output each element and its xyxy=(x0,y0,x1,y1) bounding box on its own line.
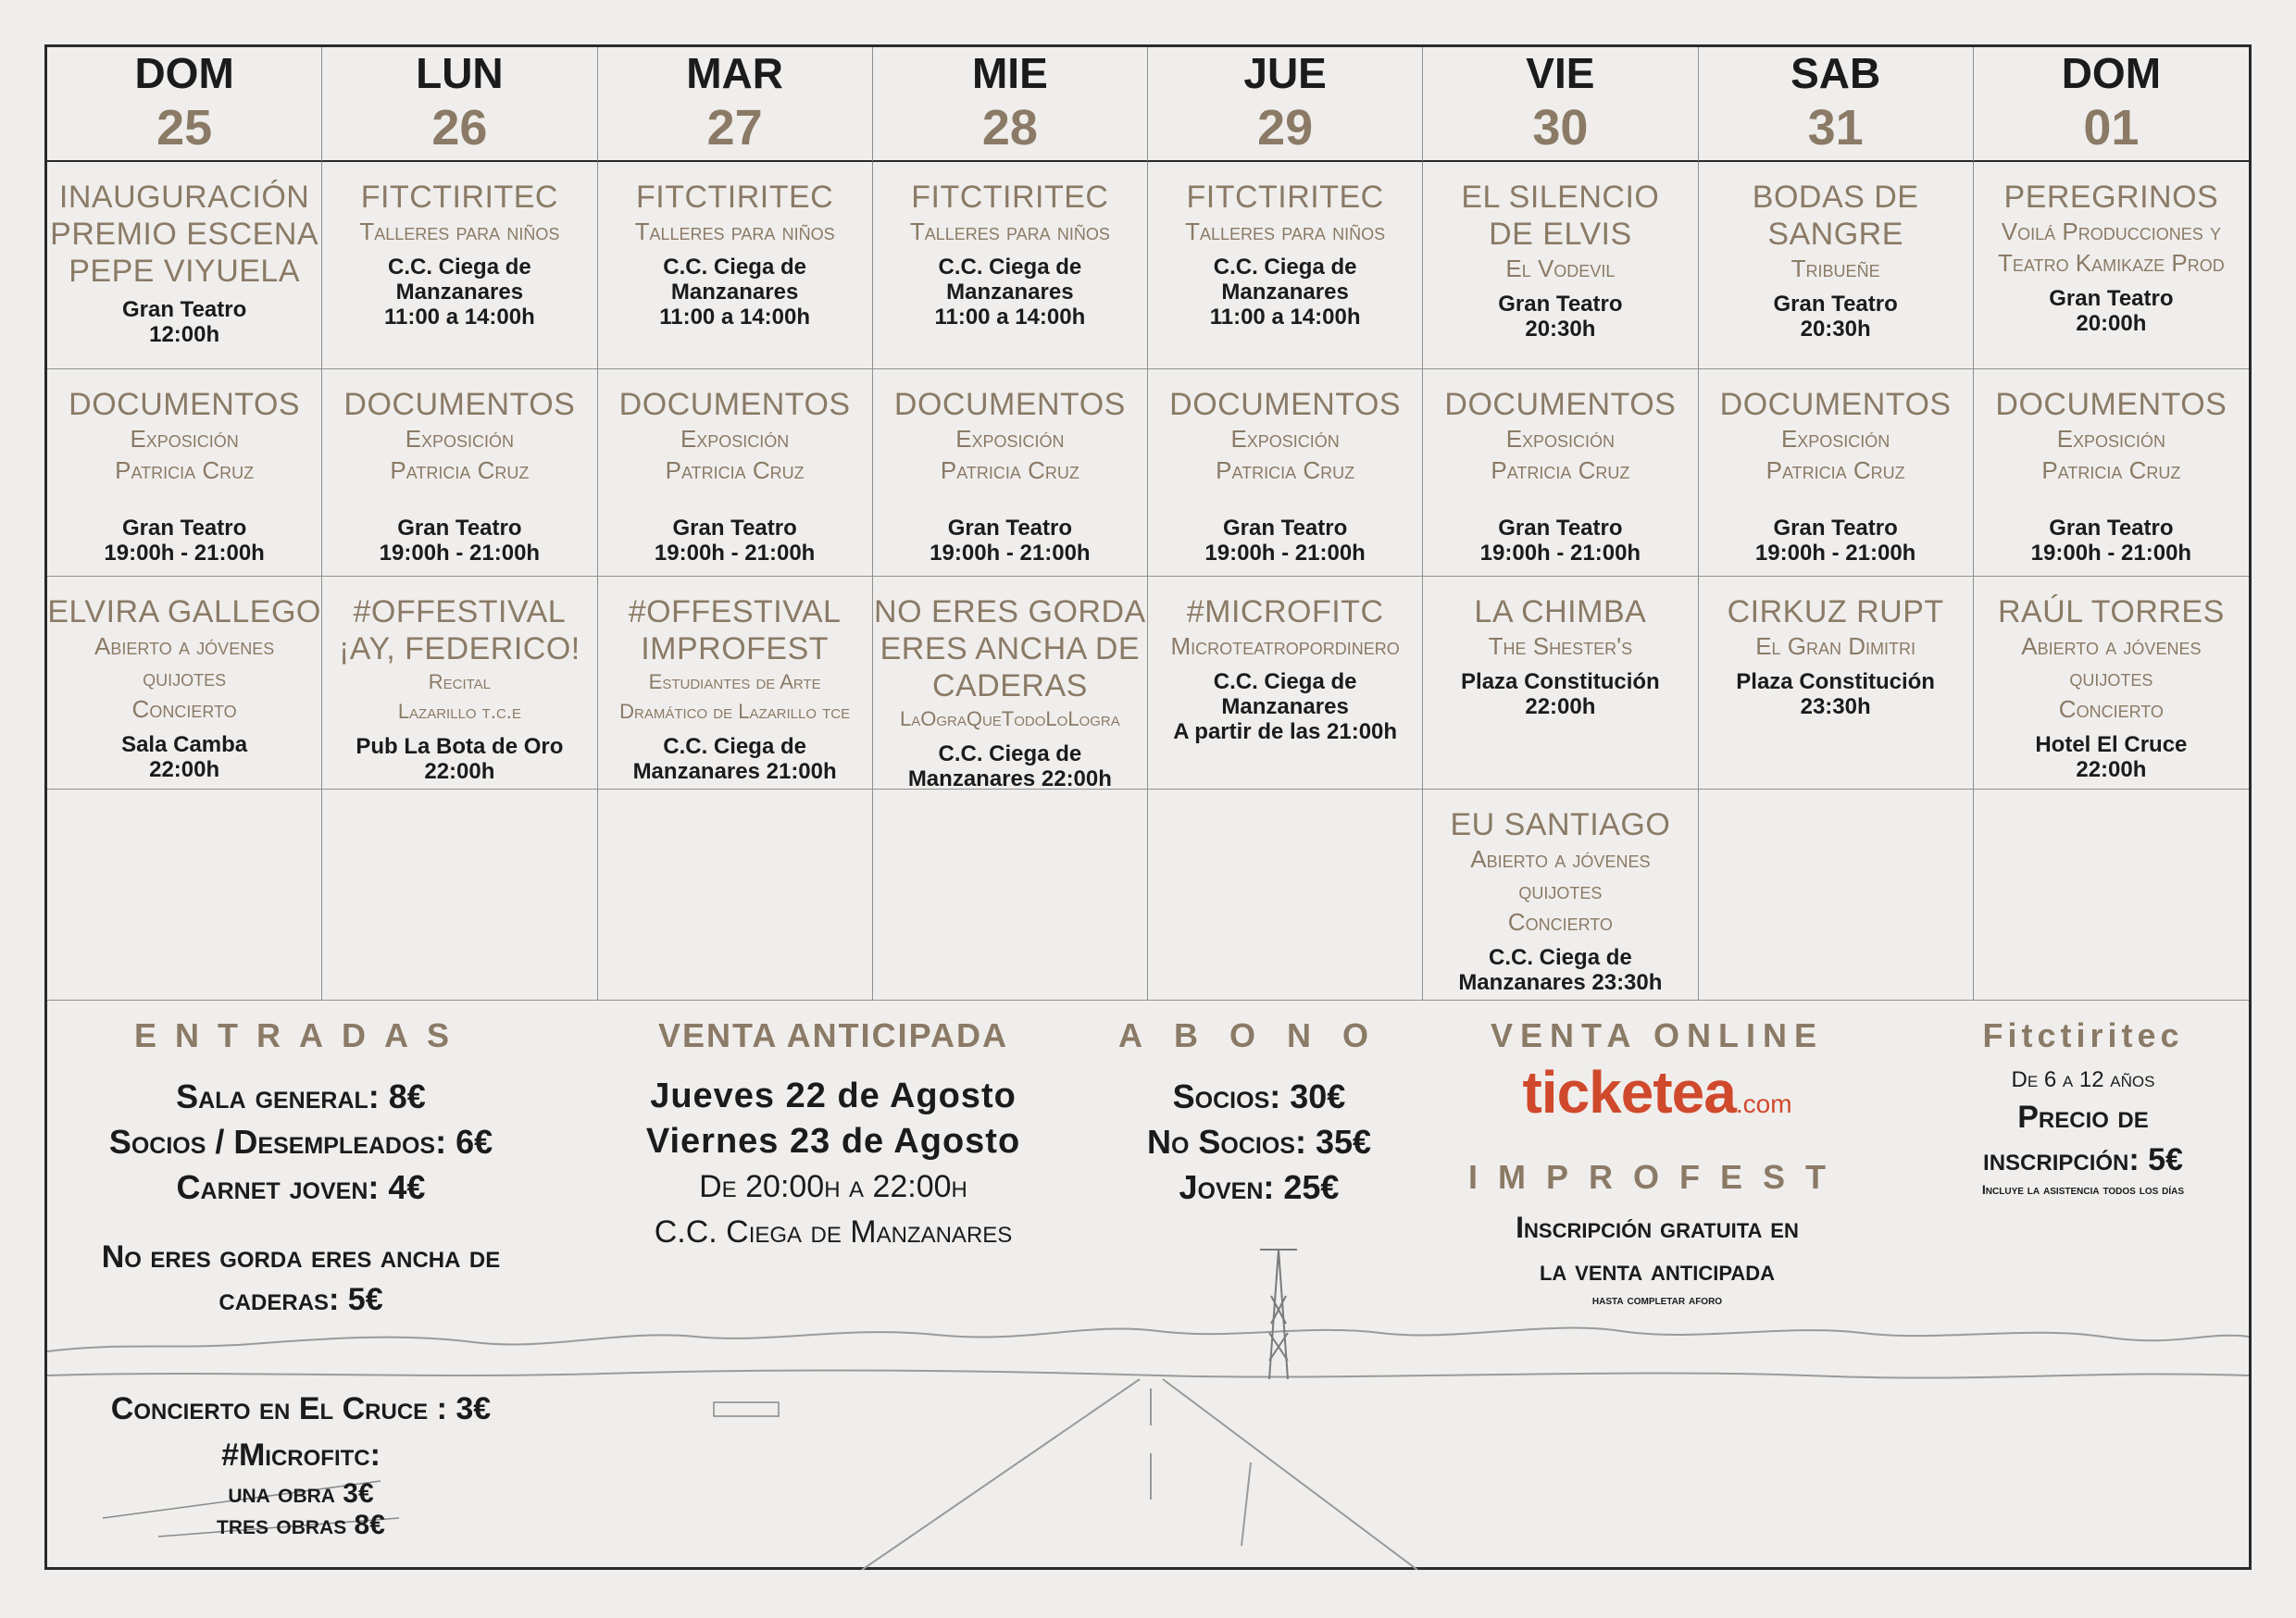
day-header xyxy=(1148,47,1423,162)
event-subtitle: Concierto xyxy=(2058,695,2164,723)
venta-anticipada-section xyxy=(639,1016,1028,1255)
event-venue: Gran Teatro 20:30h xyxy=(1498,292,1623,342)
price-line: Socios / Desempleados: 6€ xyxy=(108,1123,493,1161)
fitc-line: inscripción: 5€ xyxy=(1983,1142,2183,1177)
venta-line: Jueves 22 de Agosto xyxy=(650,1077,1017,1115)
event-subtitle: Exposición xyxy=(2056,425,2166,453)
event-title: ERES ANCHA DE xyxy=(880,631,1141,666)
event-subtitle: Estudiantes de Arte xyxy=(648,670,821,693)
event-title: LA CHIMBA xyxy=(1474,594,1647,629)
event-cell xyxy=(598,577,873,790)
event-cell xyxy=(1699,369,1974,577)
price-line: Concierto en El Cruce : 3€ xyxy=(110,1391,492,1426)
event-subtitle: quijotes xyxy=(143,664,227,691)
day-name: SAB xyxy=(1791,49,1881,97)
fitc-line: De 6 a 12 años xyxy=(2011,1067,2155,1092)
event-cell xyxy=(1423,577,1698,790)
event-subtitle: Patricia Cruz xyxy=(1766,456,1905,484)
event-title: RAÚL TORRES xyxy=(1997,594,2225,629)
empty-cell xyxy=(1699,790,1974,1001)
improfest-line: la venta anticipada xyxy=(1539,1253,1776,1287)
event-cell xyxy=(1148,577,1423,790)
improfest-heading: IMPROFEST xyxy=(1467,1158,1846,1196)
day-number: 28 xyxy=(981,100,1038,156)
event-title: FITCTIRITEC xyxy=(360,180,558,215)
event-subtitle: Abierto a jóvenes xyxy=(94,632,275,660)
event-venue: Hotel El Cruce 22:00h xyxy=(2035,732,2188,782)
event-title: DOCUMENTOS xyxy=(1169,387,1402,422)
event-subtitle: Patricia Cruz xyxy=(2041,456,2181,484)
event-title: DOCUMENTOS xyxy=(618,387,851,422)
event-cell xyxy=(598,162,873,369)
event-title: EL SILENCIO xyxy=(1461,180,1660,215)
event-title: DOCUMENTOS xyxy=(343,387,576,422)
event-venue: Gran Teatro 19:00h - 21:00h xyxy=(1479,516,1641,566)
event-title: DE ELVIS xyxy=(1489,217,1632,252)
day-number: 26 xyxy=(431,100,488,156)
venta-line: Viernes 23 de Agosto xyxy=(645,1122,1021,1161)
day-name: DOM xyxy=(2061,49,2162,97)
event-subtitle: El Gran Dimitri xyxy=(1755,632,1916,660)
event-cell xyxy=(47,577,322,790)
improfest-note: hasta completar aforo xyxy=(1591,1292,1723,1307)
fitc-note: Incluye la asistencia todos los días xyxy=(1981,1182,2185,1197)
event-cell xyxy=(598,369,873,577)
event-title: DOCUMENTOS xyxy=(893,387,1126,422)
day-header xyxy=(873,47,1148,162)
event-cell xyxy=(1974,577,2249,790)
fitc-line: Precio de xyxy=(2017,1100,2149,1135)
event-cell xyxy=(1423,790,1698,1001)
event-subtitle: Dramático de Lazarillo tce xyxy=(619,700,851,723)
event-subtitle: LaOgraQueTodoLoLogra xyxy=(900,707,1120,730)
day-name: VIE xyxy=(1526,49,1595,97)
event-cell xyxy=(1699,162,1974,369)
event-cell xyxy=(322,162,597,369)
event-title: CADERAS xyxy=(931,668,1088,703)
event-subtitle: Talleres para niños xyxy=(1185,218,1386,245)
event-title: FITCTIRITEC xyxy=(1186,180,1384,215)
event-venue: Gran Teatro 19:00h - 21:00h xyxy=(379,516,541,566)
event-title: FITCTIRITEC xyxy=(635,180,834,215)
price-line: Carnet joven: 4€ xyxy=(176,1168,426,1206)
event-subtitle: El Vodevil xyxy=(1505,255,1616,282)
event-cell xyxy=(1423,369,1698,577)
event-venue: Sala Camba 22:00h xyxy=(121,732,248,782)
event-subtitle: quijotes xyxy=(1518,877,1603,904)
empty-cell xyxy=(1148,790,1423,1001)
event-title: SANGRE xyxy=(1767,217,1903,252)
event-title: NO ERES GORDA xyxy=(874,594,1146,629)
event-subtitle: Exposición xyxy=(405,425,515,453)
event-venue: Gran Teatro 19:00h - 21:00h xyxy=(930,516,1091,566)
fitc-heading: Fitctiritec xyxy=(1982,1016,2184,1054)
event-subtitle: Patricia Cruz xyxy=(1216,456,1355,484)
event-title: DOCUMENTOS xyxy=(1995,387,2227,422)
online-heading: VENTA ONLINE xyxy=(1490,1016,1824,1054)
event-venue: Gran Teatro 20:00h xyxy=(2049,286,2174,336)
price-line: una obra 3€ xyxy=(228,1478,374,1509)
event-venue: Gran Teatro 12:00h xyxy=(122,297,247,347)
event-subtitle: Concierto xyxy=(1507,908,1613,936)
day-number: 27 xyxy=(706,100,763,156)
venta-line: C.C. Ciega de Manzanares xyxy=(654,1214,1013,1250)
event-subtitle: Tribueñe xyxy=(1791,255,1880,282)
day-name: LUN xyxy=(416,49,504,97)
event-venue: C.C. Ciega de Manzanares 21:00h xyxy=(632,734,837,784)
event-subtitle: Lazarillo t.c.e xyxy=(397,700,521,723)
price-line: Sala general: 8€ xyxy=(176,1077,426,1115)
day-number: 31 xyxy=(1807,100,1864,156)
event-venue: Gran Teatro 19:00h - 21:00h xyxy=(1204,516,1366,566)
event-venue: Gran Teatro 19:00h - 21:00h xyxy=(654,516,816,566)
event-subtitle: Talleres para niños xyxy=(909,218,1110,245)
event-cell xyxy=(1423,162,1698,369)
abono-line: Joven: 25€ xyxy=(1179,1168,1340,1206)
event-subtitle: Voilá Producciones y xyxy=(2001,218,2221,245)
entradas-heading: ENTRADAS xyxy=(133,1016,468,1054)
event-subtitle: Exposición xyxy=(1230,425,1340,453)
day-number: 29 xyxy=(1257,100,1314,156)
event-venue: C.C. Ciega de Manzanares 23:30h xyxy=(1458,945,1663,995)
event-subtitle: Recital xyxy=(428,670,492,693)
ticketea-logo[interactable]: ticketea.com xyxy=(1522,1059,1792,1126)
event-cell xyxy=(873,369,1148,577)
day-header xyxy=(1699,47,1974,162)
day-header xyxy=(47,47,322,162)
event-title: CIRKUZ RUPT xyxy=(1727,594,1944,629)
empty-cell xyxy=(47,790,322,1001)
event-venue: C.C. Ciega de Manzanares 11:00 a 14:00h xyxy=(659,255,811,330)
abono-line: No Socios: 35€ xyxy=(1146,1123,1372,1161)
event-subtitle: Abierto a jóvenes xyxy=(2021,632,2202,660)
day-number: 25 xyxy=(156,100,213,156)
event-title: PREMIO ESCENA xyxy=(50,217,319,252)
event-subtitle: The Shester's xyxy=(1488,632,1633,660)
event-subtitle: Microteatropordinero xyxy=(1170,632,1400,660)
event-title: DOCUMENTOS xyxy=(69,387,301,422)
event-title: IMPROFEST xyxy=(641,631,830,666)
abono-line: Socios: 30€ xyxy=(1172,1077,1346,1115)
event-subtitle: Patricia Cruz xyxy=(1491,456,1630,484)
schedule-grid xyxy=(47,47,2249,1001)
event-venue: C.C. Ciega de Manzanares 11:00 a 14:00h xyxy=(1209,255,1361,330)
event-subtitle: Patricia Cruz xyxy=(665,456,805,484)
price-line: tres obras 8€ xyxy=(217,1510,385,1540)
price-line: caderas: 5€ xyxy=(218,1282,383,1317)
event-title: INAUGURACIÓN xyxy=(58,180,310,215)
event-title: PEREGRINOS xyxy=(2003,180,2219,215)
event-title: DOCUMENTOS xyxy=(1444,387,1677,422)
event-cell xyxy=(322,369,597,577)
event-subtitle: Exposición xyxy=(130,425,239,453)
event-venue: Gran Teatro 19:00h - 21:00h xyxy=(2030,516,2192,566)
event-title: ELVIRA GALLEGO xyxy=(47,594,321,629)
event-venue: Pub La Bota de Oro 22:00h xyxy=(356,734,564,784)
event-venue: Gran Teatro 19:00h - 21:00h xyxy=(1754,516,1916,566)
event-subtitle: Patricia Cruz xyxy=(390,456,530,484)
event-venue: Plaza Constitución 23:30h xyxy=(1736,669,1935,719)
event-cell xyxy=(873,577,1148,790)
event-subtitle: Talleres para niños xyxy=(634,218,835,245)
event-venue: C.C. Ciega de Manzanares 22:00h xyxy=(907,741,1112,790)
event-title: BODAS DE xyxy=(1752,180,1919,215)
event-venue: Gran Teatro 19:00h - 21:00h xyxy=(104,516,265,566)
venta-online-section xyxy=(1463,1016,1852,1308)
event-subtitle: Patricia Cruz xyxy=(940,456,1079,484)
event-subtitle: Exposición xyxy=(1505,425,1616,453)
event-title: FITCTIRITEC xyxy=(911,180,1109,215)
fitctiritec-section xyxy=(1935,1016,2231,1198)
day-header xyxy=(598,47,873,162)
day-name: DOM xyxy=(134,49,234,97)
event-cell xyxy=(1699,577,1974,790)
event-subtitle: Exposición xyxy=(1780,425,1890,453)
event-subtitle: Exposición xyxy=(955,425,1065,453)
empty-cell xyxy=(322,790,597,1001)
day-name: JUE xyxy=(1243,49,1327,97)
event-subtitle: quijotes xyxy=(2069,664,2153,691)
abono-heading: ABONO xyxy=(1118,1016,1400,1054)
improfest-line: Inscripción gratuita en xyxy=(1516,1211,1799,1244)
event-cell xyxy=(873,162,1148,369)
event-venue: C.C. Ciega de Manzanares 11:00 a 14:00h xyxy=(934,255,1086,330)
event-subtitle: Abierto a jóvenes xyxy=(1470,845,1651,873)
event-subtitle: Exposición xyxy=(680,425,790,453)
event-subtitle: Teatro Kamikaze Prod xyxy=(1998,249,2225,277)
event-subtitle: Patricia Cruz xyxy=(115,456,255,484)
event-cell xyxy=(1148,369,1423,577)
day-name: MAR xyxy=(686,49,783,97)
event-venue: Gran Teatro 20:30h xyxy=(1773,292,1898,342)
event-cell xyxy=(1974,369,2249,577)
abono-section xyxy=(1102,1016,1416,1210)
event-cell xyxy=(1148,162,1423,369)
day-header xyxy=(1974,47,2249,162)
event-venue: C.C. Ciega de Manzanares 11:00 a 14:00h xyxy=(383,255,535,330)
event-title: PEPE VIYUELA xyxy=(69,254,301,289)
day-header xyxy=(322,47,597,162)
event-cell xyxy=(322,577,597,790)
event-title: EU SANTIAGO xyxy=(1450,807,1671,842)
event-title: #OFFESTIVAL xyxy=(353,594,567,629)
empty-cell xyxy=(1974,790,2249,1001)
venta-heading: VENTA ANTICIPADA xyxy=(658,1016,1008,1054)
empty-cell xyxy=(598,790,873,1001)
event-title: ¡AY, FEDERICO! xyxy=(338,631,580,666)
event-subtitle: Talleres para niños xyxy=(359,218,560,245)
event-venue: Plaza Constitución 22:00h xyxy=(1461,669,1660,719)
event-title: #MICROFITC xyxy=(1186,594,1384,629)
event-cell xyxy=(47,369,322,577)
day-number: 30 xyxy=(1532,100,1589,156)
event-cell xyxy=(47,162,322,369)
entradas-section xyxy=(65,1016,537,1541)
event-title: #OFFESTIVAL xyxy=(628,594,842,629)
event-subtitle: Concierto xyxy=(131,695,237,723)
day-number: 01 xyxy=(2083,100,2140,156)
day-name: MIE xyxy=(971,49,1048,97)
event-cell xyxy=(1974,162,2249,369)
price-line: #Microfitc: xyxy=(221,1438,381,1473)
empty-cell xyxy=(873,790,1148,1001)
event-title: DOCUMENTOS xyxy=(1719,387,1952,422)
price-line: No eres gorda eres ancha de xyxy=(101,1239,501,1275)
venta-line: De 20:00h a 22:00h xyxy=(699,1169,967,1204)
day-header xyxy=(1423,47,1698,162)
event-venue: C.C. Ciega de Manzanares A partir de las 21:00h xyxy=(1173,669,1398,744)
